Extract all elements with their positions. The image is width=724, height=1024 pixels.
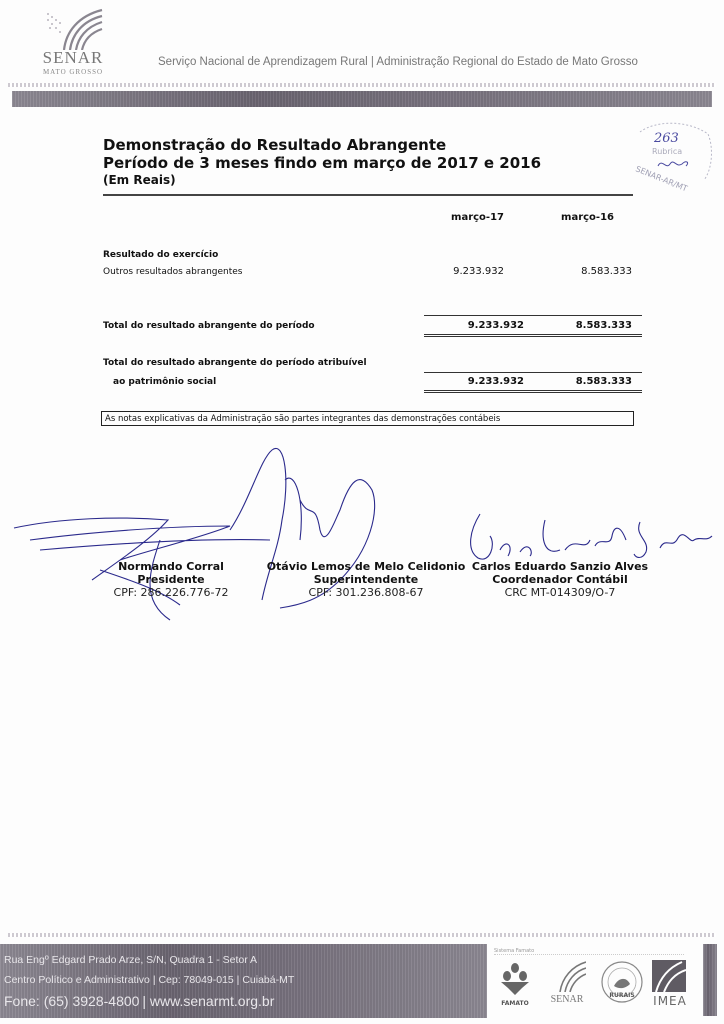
footer-phone: Fone: (65) 3928-4800 [4, 993, 140, 1009]
senar-small-logo-icon [550, 960, 586, 992]
logo-wordmark: SENAR [42, 48, 104, 67]
senar-logo [30, 8, 120, 76]
partners-label: Sistema Famato [494, 948, 684, 955]
footer-website[interactable]: www.senarmt.org.br [149, 993, 275, 1009]
cell-total-2016: 8.583.333 [575, 320, 632, 331]
rule-double [532, 334, 642, 337]
column-header-2016: março-16 [561, 212, 614, 223]
footer-separator: | [142, 993, 150, 1009]
protocol-stamp [628, 118, 714, 198]
stamp-label: Rubrica [652, 147, 683, 156]
cell-other-results-2017: 9.233.932 [453, 266, 504, 277]
signatory-id: CPF: 301.236.808-67 [308, 586, 424, 599]
row-label-other-results: Outros resultados abrangentes [103, 267, 243, 277]
signatory-role: Presidente [137, 573, 205, 586]
rule-top [532, 372, 642, 373]
explanatory-note: As notas explicativas da Administração são partes integrantes das demonstrações contábeis [101, 411, 634, 426]
report-title: Demonstração do Resultado Abrangente [103, 136, 447, 154]
rule-double [424, 334, 534, 337]
rule-double [532, 390, 642, 393]
signatory-president [96, 560, 246, 599]
signature-carlos [471, 514, 712, 559]
signatory-accountant [460, 560, 660, 599]
cell-attributable-2017: 9.233.932 [467, 376, 524, 387]
signatory-role: Superintendente [313, 573, 419, 586]
imea-logo-icon [652, 960, 686, 992]
header-org-line: Serviço Nacional de Aprendizagem Rural | Administração Regional do Estado de Mato Grosso [158, 56, 638, 68]
report-unit: (Em Reais) [103, 173, 176, 187]
header-dotted-rule [8, 83, 716, 87]
famato-logo-icon [498, 962, 532, 996]
senar-small-label: SENAR [550, 994, 584, 1005]
report-period: Período de 3 meses findo em março de 2017 e 2016 [103, 154, 542, 172]
header-band [12, 91, 712, 107]
section-heading: Resultado do exercício [103, 250, 219, 260]
handwritten-signatures [0, 440, 724, 640]
stamp-org: SENAR-AR/MT [634, 164, 689, 194]
footer-contact [4, 993, 274, 1009]
signatory-role: Coordenador Contábil [492, 573, 628, 586]
signatory-name: Normando Corral [118, 560, 224, 573]
logo-subtitle: MATO GROSSO [42, 68, 104, 76]
cell-total-2017: 9.233.932 [467, 320, 524, 331]
footer-address-line2: Centro Político e Administrativo | Cep: 78049-015 | Cuiabá-MT [4, 974, 295, 986]
partner-logos [492, 948, 692, 1018]
rule-double [424, 390, 534, 393]
rule-top [424, 372, 534, 373]
cell-attributable-2016: 8.583.333 [575, 376, 632, 387]
senar-arcs-icon [44, 8, 104, 50]
stamp-number: 263 [654, 131, 679, 146]
signatory-name: Carlos Eduardo Sanzio Alves [471, 560, 649, 573]
row-label-total: Total do resultado abrangente do período [103, 321, 315, 331]
signatory-id: CRC MT-014309/O-7 [504, 586, 616, 599]
footer-address-line1: Rua Engº Edgard Prado Arze, S/N, Quadra 1 - Setor A [4, 954, 258, 966]
cell-other-results-2016: 8.583.333 [581, 266, 632, 277]
rule-top [532, 315, 642, 316]
signatory-name: Otávio Lemos de Melo Celidonio [266, 560, 466, 573]
famato-label: FAMATO [501, 1000, 529, 1007]
rurais-label: RURAIS [609, 992, 635, 999]
signatory-id: CPF: 286.226.776-72 [113, 586, 229, 599]
row-label-attributable-cont: ao patrimônio social [113, 377, 217, 387]
footer-side-band [703, 944, 717, 1016]
title-rule [103, 194, 633, 196]
imea-label: IMEA [653, 994, 687, 1008]
column-header-2017: março-17 [451, 212, 504, 223]
rule-top [424, 315, 534, 316]
footer-dotted-rule [8, 933, 716, 937]
footer-band [0, 944, 487, 1018]
signatory-superintendent [260, 560, 472, 599]
row-label-attributable: Total do resultado abrangente do período atribuível [103, 358, 367, 368]
